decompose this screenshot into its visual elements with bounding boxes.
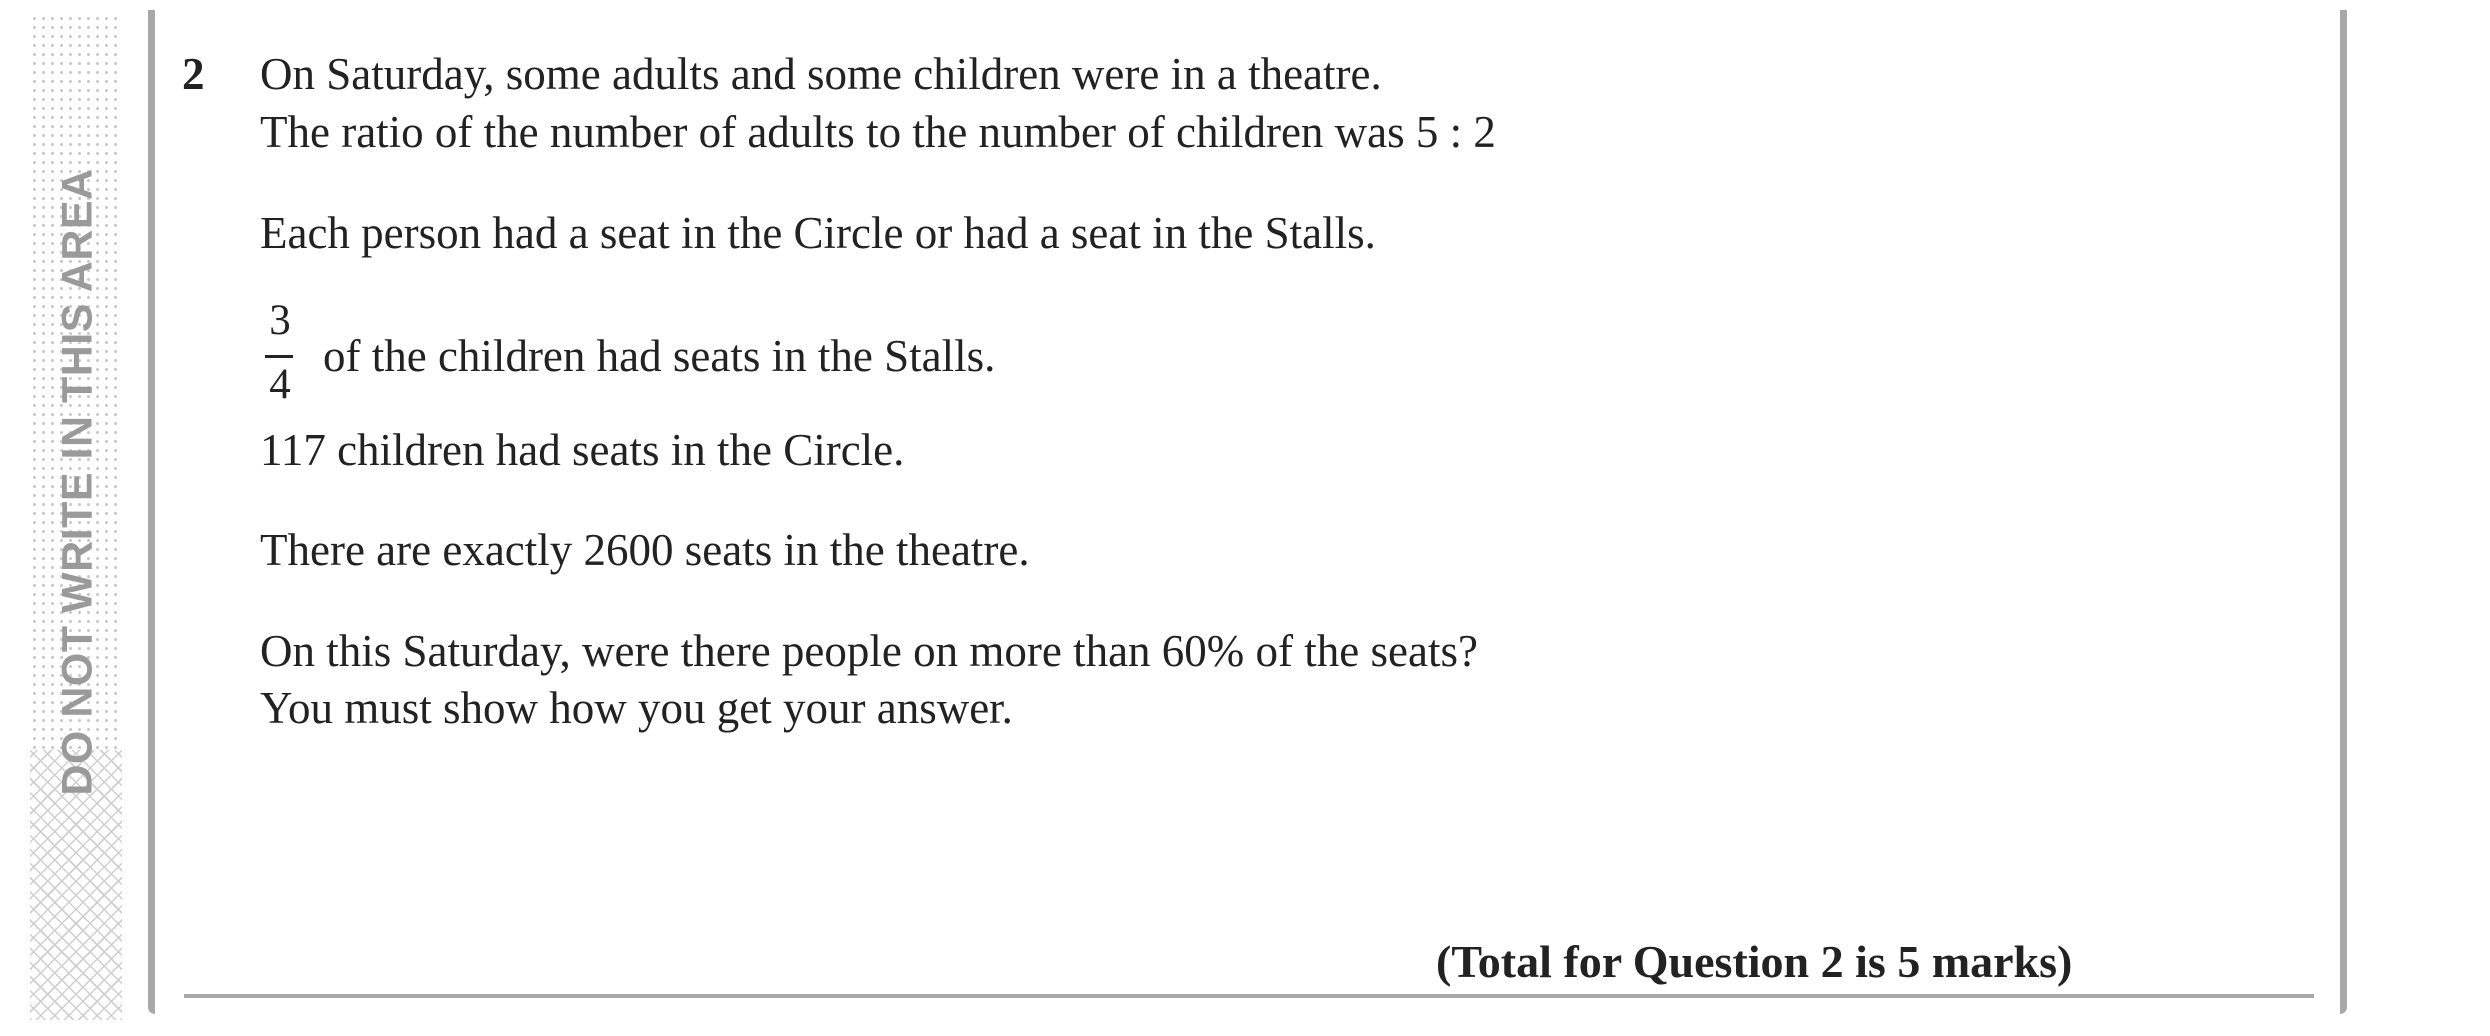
- margin-warning-label: DO NOT WRITE IN THIS AREA: [53, 168, 102, 796]
- question-line-6: There are exactly 2600 seats in the theatre.: [260, 525, 1030, 575]
- question-line-4: of the children had seats in the Stalls.: [323, 331, 996, 381]
- question-line-5: 117 children had seats in the Circle.: [260, 425, 905, 475]
- question-line-7: On this Saturday, were there people on more than 60% of the seats?: [260, 626, 1478, 676]
- question-frame-right-border: [2340, 10, 2347, 1014]
- bottom-rule: [184, 994, 2314, 998]
- question-line-3: Each person had a seat in the Circle or had a seat in the Stalls.: [260, 208, 1376, 258]
- question-line-1: On Saturday, some adults and some children were in a theatre.: [260, 49, 1382, 99]
- question-number: 2: [182, 49, 205, 99]
- total-marks-label: (Total for Question 2 is 5 marks): [1436, 936, 2073, 987]
- question-frame-left-border: [148, 10, 155, 1014]
- question-line-8: You must show how you get your answer.: [260, 683, 1013, 733]
- fraction-numerator: 3: [269, 297, 291, 344]
- question-line-2: The ratio of the number of adults to the number of children was 5 : 2: [260, 107, 1496, 157]
- fraction-denominator: 4: [269, 361, 291, 408]
- fraction-three-quarters: [262, 296, 298, 414]
- fraction-bar: [265, 355, 293, 358]
